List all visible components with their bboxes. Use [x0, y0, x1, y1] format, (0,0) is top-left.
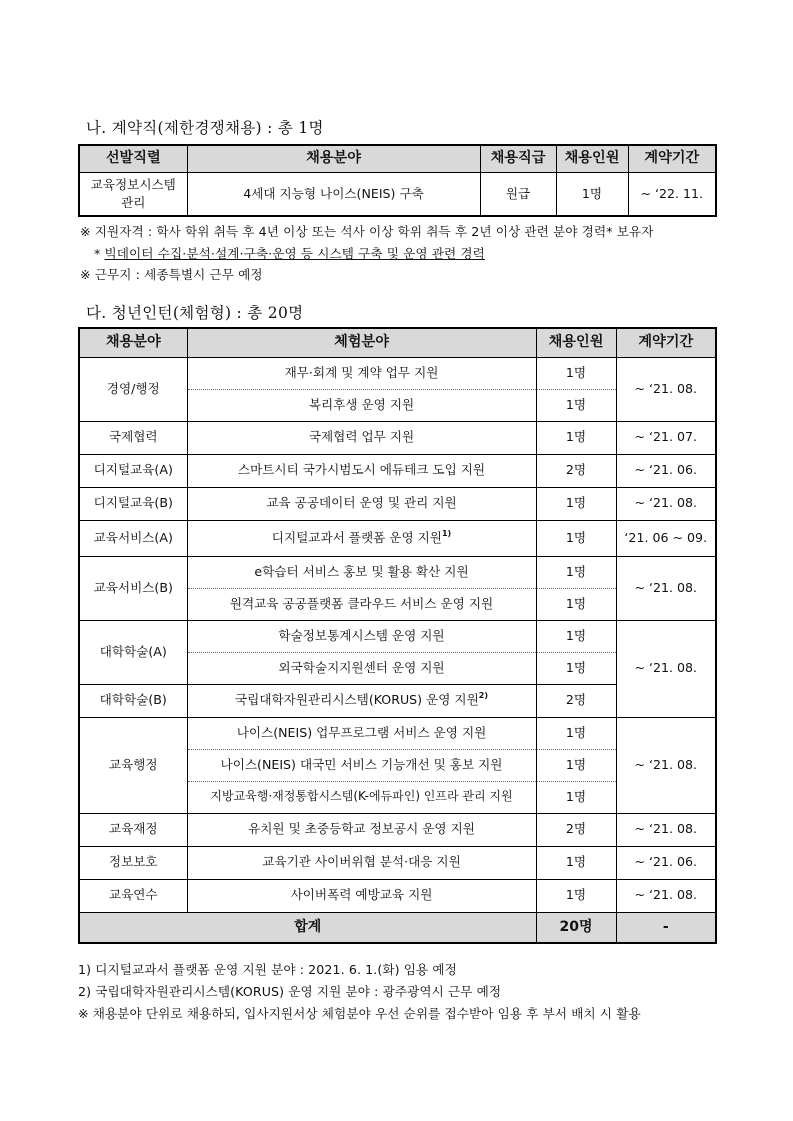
table-row	[79, 879, 716, 912]
table-row	[79, 556, 716, 588]
period-cell: ~ ‘21. 06.	[616, 454, 716, 487]
count-cell: 1명	[536, 588, 616, 620]
category-service-b: 교육서비스(B)	[79, 556, 187, 620]
cell-grade: 원급	[480, 172, 556, 216]
header-experience: 체험분야	[187, 328, 536, 357]
note-career-detail: 빅데이터 수집·분석·설계·구축·운영 등 시스템 구축 및 운영 관련 경력	[104, 246, 485, 261]
table-row	[79, 620, 716, 652]
count-cell: 1명	[536, 421, 616, 454]
period-cell: ~ ‘21. 08.	[616, 620, 716, 717]
cell-series: 교육정보시스템 관리	[79, 172, 187, 216]
count-cell: 2명	[536, 454, 616, 487]
field-cell: 외국학술지지원센터 운영 지원	[187, 652, 536, 684]
section-title-intern: 다. 청년인턴(체험형) : 총 20명	[86, 304, 304, 322]
cell-field: 4세대 지능형 나이스(NEIS) 구축	[187, 172, 480, 216]
period-cell: ~ ‘21. 08.	[616, 556, 716, 620]
footnote-3: ※ 채용분야 단위로 채용하되, 입사지원서상 체험분야 우선 순위를 접수받아 임용 후 부서 배치 시 활용	[78, 1006, 641, 1021]
note-qualification: ※ 지원자격 : 학사 학위 취득 후 4년 이상 또는 석사 이상 학위 취득 후 2년 이상 관련 분야 경력* 보유자	[80, 224, 654, 239]
count-cell: 2명	[536, 813, 616, 846]
field-cell: 유치원 및 초중등학교 정보공시 운영 지원	[187, 813, 536, 846]
category-academic-b: 대학학술(B)	[79, 684, 187, 717]
header-period: 계약기간	[628, 145, 716, 172]
header-grade: 채용직급	[480, 145, 556, 172]
total-label: 합계	[79, 912, 536, 943]
total-period: -	[616, 912, 716, 943]
field-cell: 나이스(NEIS) 대국민 서비스 기능개선 및 홍보 지원	[187, 749, 536, 781]
total-row	[79, 912, 716, 943]
note-career-prefix: *	[94, 246, 105, 261]
period-cell: ~ ‘21. 06.	[616, 846, 716, 879]
table-row	[79, 846, 716, 879]
field-cell	[187, 684, 536, 717]
count-cell: 1명	[536, 879, 616, 912]
cell-count: 1명	[556, 172, 628, 216]
category-finance: 교육재정	[79, 813, 187, 846]
header-category: 채용분야	[79, 328, 187, 357]
footnote-1: 1) 디지털교과서 플랫폼 운영 지원 분야 : 2021. 6. 1.(화) 임용 예정	[78, 962, 457, 977]
count-cell: 1명	[536, 781, 616, 813]
count-cell: 2명	[536, 684, 616, 717]
category-training: 교육연수	[79, 879, 187, 912]
table-row	[79, 717, 716, 749]
header-period: 계약기간	[616, 328, 716, 357]
field-cell: 사이버폭력 예방교육 지원	[187, 879, 536, 912]
section-title-contract: 나. 계약직(제한경쟁채용) : 총 1명	[86, 119, 324, 137]
field-cell: 학술정보통계시스템 운영 지원	[187, 620, 536, 652]
category-mgmt: 경영/행정	[79, 357, 187, 421]
note-career	[94, 243, 485, 262]
category-security: 정보보호	[79, 846, 187, 879]
period-cell: ~ ‘21. 08.	[616, 487, 716, 520]
count-cell: 1명	[536, 717, 616, 749]
note-workplace: ※ 근무지 : 세종특별시 근무 예정	[80, 267, 263, 282]
period-cell: ~ ‘21. 08.	[616, 813, 716, 846]
table-row	[79, 487, 716, 520]
field-cell: 복리후생 운영 지원	[187, 389, 536, 421]
period-cell: ~ ‘21. 08.	[616, 357, 716, 421]
contract-table	[78, 144, 717, 217]
table-row	[79, 421, 716, 454]
footnote-2: 2) 국립대학자원관리시스템(KORUS) 운영 지원 분야 : 광주광역시 근무 예정	[78, 984, 502, 999]
period-cell: ‘21. 06 ~ 09.	[616, 520, 716, 556]
intern-table	[78, 327, 717, 944]
count-cell: 1명	[536, 357, 616, 389]
field-cell: 스마트시티 국가시범도시 에듀테크 도입 지원	[187, 454, 536, 487]
field-cell: 교육 공공데이터 운영 및 관리 지원	[187, 487, 536, 520]
field-text: 국립대학자원관리시스템(KORUS) 운영 지원	[235, 692, 479, 708]
field-cell: 교육기관 사이버위협 분석·대응 지원	[187, 846, 536, 879]
header-series: 선발직렬	[79, 145, 187, 172]
field-cell: 원격교육 공공플랫폼 클라우드 서비스 운영 지원	[187, 588, 536, 620]
footnote-ref-2: 2)	[478, 691, 488, 701]
table-row	[79, 172, 716, 216]
count-cell: 1명	[536, 389, 616, 421]
cell-period: ~ ‘22. 11.	[628, 172, 716, 216]
field-cell: 나이스(NEIS) 업무프로그램 서비스 운영 지원	[187, 717, 536, 749]
count-cell: 1명	[536, 749, 616, 781]
field-cell: 지방교육행·재정통합시스템(K-에듀파인) 인프라 관리 지원	[187, 781, 536, 813]
table-row	[79, 357, 716, 389]
table-row	[79, 520, 716, 556]
table-row	[79, 454, 716, 487]
field-cell	[187, 520, 536, 556]
period-cell: ~ ‘21. 08.	[616, 879, 716, 912]
count-cell: 1명	[536, 620, 616, 652]
category-digital-b: 디지털교육(B)	[79, 487, 187, 520]
category-digital-a: 디지털교육(A)	[79, 454, 187, 487]
period-cell: ~ ‘21. 07.	[616, 421, 716, 454]
field-text: 디지털교과서 플랫폼 운영 지원	[271, 529, 442, 545]
table-row	[79, 813, 716, 846]
count-cell: 1명	[536, 520, 616, 556]
total-count: 20명	[536, 912, 616, 943]
field-cell: 국제협력 업무 지원	[187, 421, 536, 454]
category-intl: 국제협력	[79, 421, 187, 454]
category-academic-a: 대학학술(A)	[79, 620, 187, 684]
period-cell: ~ ‘21. 08.	[616, 717, 716, 813]
count-cell: 1명	[536, 846, 616, 879]
category-admin: 교육행정	[79, 717, 187, 813]
count-cell: 1명	[536, 487, 616, 520]
count-cell: 1명	[536, 556, 616, 588]
header-count: 채용인원	[556, 145, 628, 172]
header-field: 채용분야	[187, 145, 480, 172]
footnote-ref-1: 1)	[441, 528, 452, 538]
field-cell: e학습터 서비스 홍보 및 활용 확산 지원	[187, 556, 536, 588]
category-service-a: 교육서비스(A)	[79, 520, 187, 556]
header-count: 채용인원	[536, 328, 616, 357]
field-cell: 재무·회계 및 계약 업무 지원	[187, 357, 536, 389]
count-cell: 1명	[536, 652, 616, 684]
